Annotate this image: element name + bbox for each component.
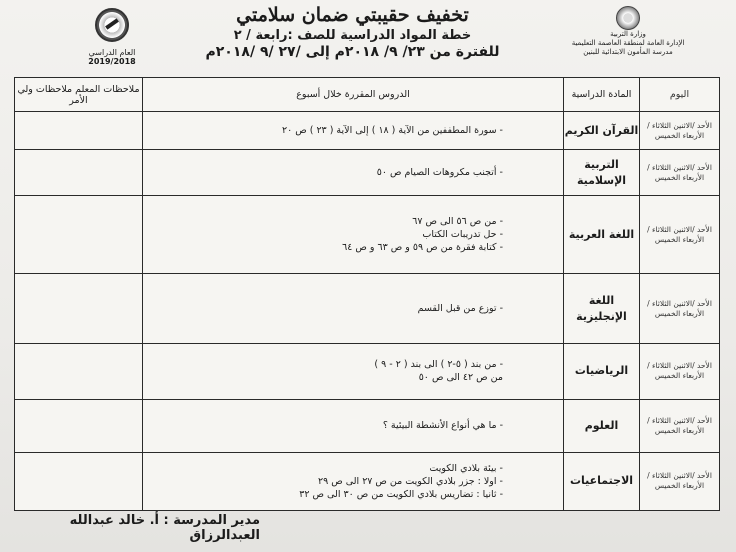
subject-cell: التربية الإسلامية (564, 150, 640, 196)
year-label: العام الدراسي (88, 48, 136, 57)
table-row (15, 344, 720, 399)
notes-cell (15, 195, 143, 274)
lessons-cell (143, 112, 564, 150)
lesson-line: - بيئة بلادي الكويت (429, 462, 503, 474)
lesson-line: - أتجنب مكروهات الصيام ص ٥٠ (376, 167, 503, 178)
table-row (15, 150, 720, 196)
header-left-block (78, 8, 146, 66)
lesson-line: - توزع من قبل القسم (417, 303, 503, 315)
school-logo (95, 8, 129, 42)
table-row (15, 195, 720, 274)
header-subject: المادة الدراسية (564, 78, 640, 112)
day-cell: الأحد /الاثنين الثلاثاء /الأربعاء الخميس (640, 195, 720, 274)
lesson-line: - اولا : جزر بلادي الكويت من ص ٢٧ الى ص ٢٩ (317, 475, 503, 487)
notes-cell (15, 344, 143, 399)
notes-cell (15, 150, 143, 196)
notes-cell (15, 112, 143, 150)
lessons-cell (143, 150, 564, 196)
lesson-line: - سورة المطففين من الآية ( ١٨ ) إلى الآية ( ٢٣ ) ص ٢٠ (281, 125, 503, 137)
subject-cell: الرياضيات (564, 344, 640, 399)
directorate-name: الإدارة العامة لمنطقة العاصمة التعليمية (571, 39, 685, 47)
lessons-cell (143, 195, 564, 274)
lesson-line: - ما هي أنواع الأنشطة البيئية ؟ (382, 420, 503, 432)
day-cell: الأحد /الاثنين الثلاثاء /الأربعاء الخميس (640, 112, 720, 150)
lesson-line: - حل تدريبات الكتاب (422, 229, 503, 241)
lesson-line: - من ص ٥٦ الى ص ٦٧ (412, 216, 503, 228)
subject-cell: الاجتماعيات (564, 452, 640, 510)
principal-signature: مدير المدرسة : أ. خالد عبدالله العبدالرزاق (69, 513, 260, 543)
page-title: تخفيف حقيبتي ضمان سلامتي (236, 4, 469, 26)
plan-subtitle: خطة المواد الدراسية للصف :رابعة / ٢ (233, 28, 472, 43)
header-notes: ملاحظات المعلم ملاحظات ولي الأمر (15, 78, 143, 112)
day-cell: الأحد /الاثنين الثلاثاء /الأربعاء الخميس (640, 150, 720, 196)
notes-cell (15, 274, 143, 344)
table-header-row (15, 78, 720, 112)
table-row (15, 399, 720, 452)
lesson-line: - ثانيا : تضاريس بلادي الكويت من ص ٣٠ الى ص ٣٢ (299, 488, 503, 500)
day-cell: الأحد /الاثنين الثلاثاء /الأربعاء الخميس (640, 399, 720, 452)
school-name: مدرسة المأمون الابتدائية للبنين (583, 48, 673, 56)
header-title-block (175, 4, 530, 60)
header-day: اليوم (640, 78, 720, 112)
lessons-cell (143, 344, 564, 399)
subject-cell: العلوم (564, 399, 640, 452)
subject-cell: اللغة العربية (564, 195, 640, 274)
header-right-block (568, 6, 688, 57)
lesson-line: - كتابة فقرة من ص ٥٩ و ص ٦٣ و ص ٦٤ (342, 242, 503, 254)
lessons-cell (143, 452, 564, 510)
day-cell: الأحد /الاثنين الثلاثاء /الأربعاء الخميس (640, 344, 720, 399)
plan-period: للفترة من ٢٣/ ٩/ ٢٠١٨م إلى /٢٧ /٩ /٢٠١٨م (205, 44, 500, 60)
lessons-cell (143, 399, 564, 452)
ministry-name: وزارة التربية (610, 30, 646, 38)
header-lessons: الدروس المقررة خلال أسبوع (143, 78, 564, 112)
lesson-line: من ص ٤٢ الى ص ٥٠ (418, 372, 503, 384)
notes-cell (15, 399, 143, 452)
day-cell: الأحد /الاثنين الثلاثاء /الأربعاء الخميس (640, 274, 720, 344)
table-row (15, 274, 720, 344)
ministry-crest-icon (616, 6, 640, 30)
table-row (15, 452, 720, 510)
academic-year: 2019/2018 (88, 57, 136, 66)
day-cell: الأحد /الاثنين الثلاثاء /الأربعاء الخميس (640, 452, 720, 510)
lessons-cell (143, 274, 564, 344)
subject-cell: اللغة الإنجليزية (564, 274, 640, 344)
lesson-line: - من بند ( ٥-٢ ) الى بند ( ٢ - ٩ ) (374, 359, 503, 371)
study-plan-table (14, 77, 720, 511)
subject-cell: القرآن الكريم (564, 112, 640, 150)
notes-cell (15, 452, 143, 510)
table-row (15, 112, 720, 150)
